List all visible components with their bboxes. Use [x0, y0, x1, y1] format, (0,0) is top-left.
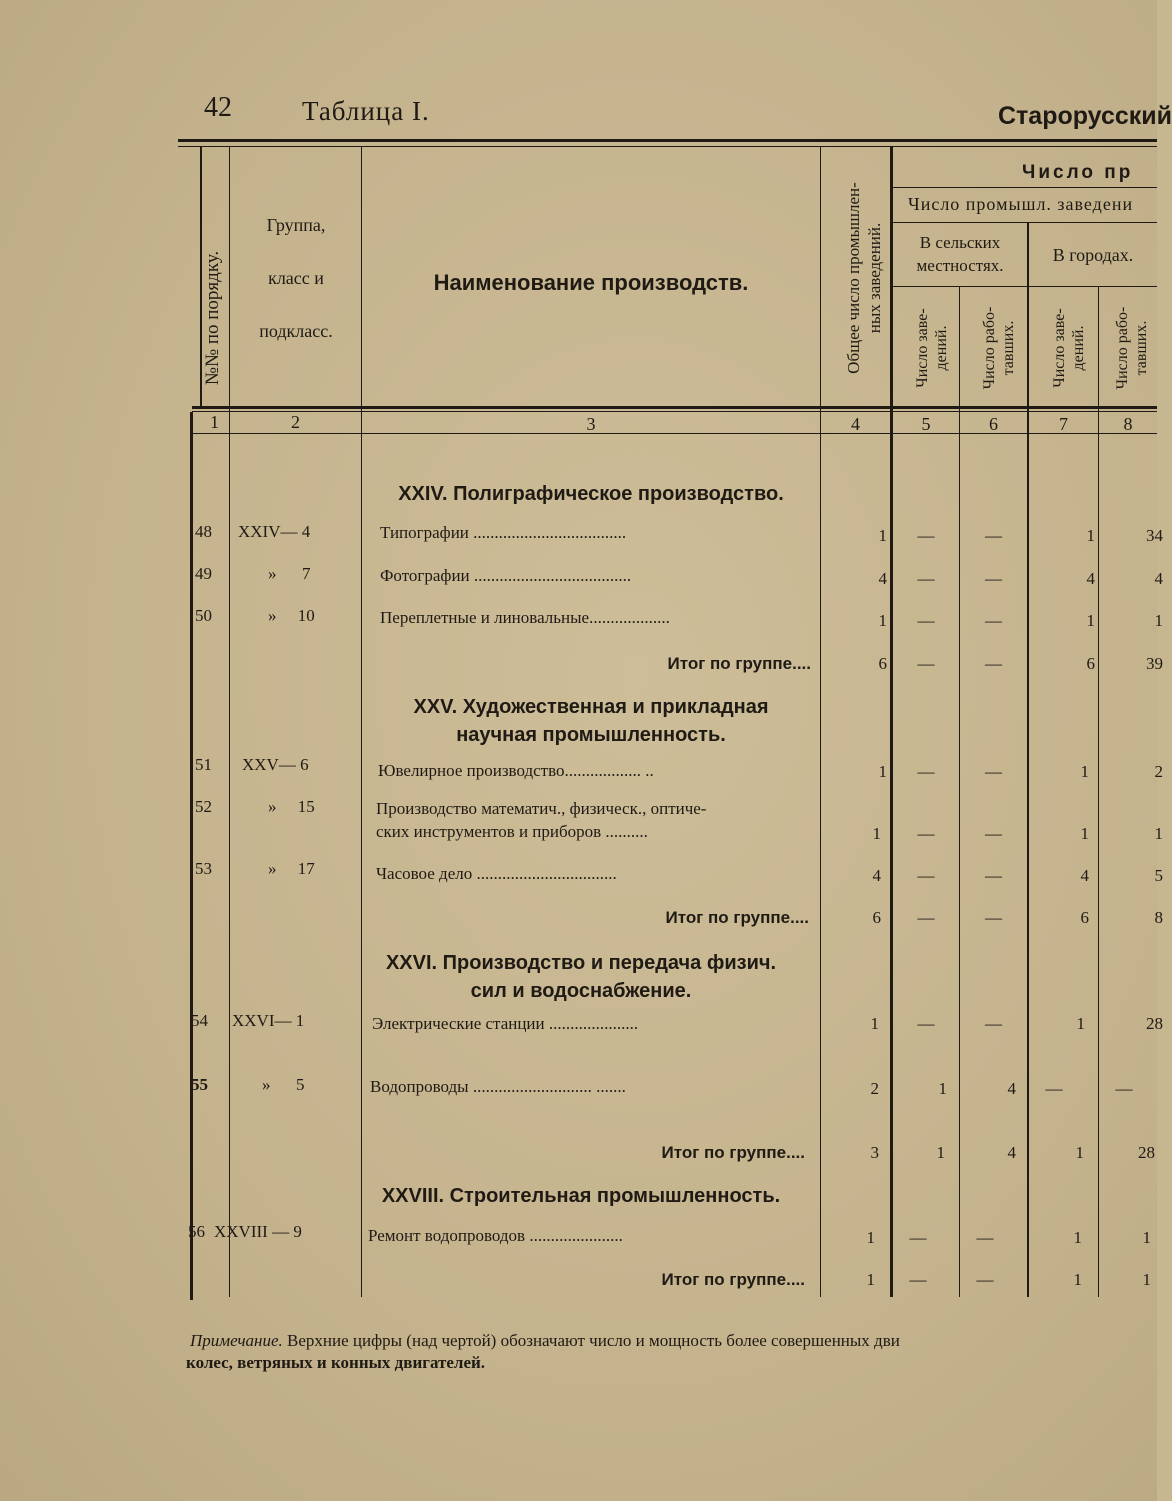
- footnote-line-2: колес, ветряных и конных двигателей.: [186, 1353, 486, 1372]
- row-name: Переплетные и линовальные...................: [380, 608, 670, 627]
- row-c8: 28: [1146, 1014, 1163, 1033]
- table-title: Таблица I.: [302, 96, 430, 126]
- col-line-left: [190, 412, 193, 1300]
- row-no: 56: [188, 1222, 205, 1241]
- row-c6: —: [985, 1014, 1002, 1033]
- row-c5: 1: [938, 1079, 947, 1098]
- subheader-rule-2: [893, 222, 1157, 223]
- col-header-8-line1: Число рабо-: [1114, 306, 1131, 390]
- urban-header: В городах.: [1052, 245, 1134, 265]
- section-heading-line: XXV. Художественная и прикладная: [413, 696, 769, 718]
- row-c4: 1: [878, 611, 887, 630]
- row-name: Водопроводы ............................ .......: [370, 1077, 626, 1096]
- col-header-5-line1: Число заве-: [914, 308, 931, 388]
- total-c4: 6: [878, 654, 887, 673]
- section-heading-line: научная промышленность.: [456, 724, 726, 746]
- col-header-7-line1: Число заве-: [1051, 308, 1068, 388]
- row-c7: 4: [1086, 569, 1095, 588]
- row-c6: —: [985, 569, 1002, 588]
- total-c7: 6: [1080, 908, 1089, 927]
- col-number-3: 3: [586, 414, 596, 434]
- total-c5: —: [917, 908, 935, 927]
- row-c5: —: [909, 1228, 927, 1247]
- row-group: XXVI— 1: [232, 1011, 305, 1030]
- col-number-2: 2: [291, 412, 300, 432]
- row-c6: —: [985, 824, 1002, 843]
- rural-header-line2: местностях.: [916, 256, 1004, 275]
- row-c6: —: [985, 611, 1002, 630]
- section-heading-line: XXVIII. Строительная промышленность.: [381, 1185, 781, 1207]
- col-header-3: Наименование производств.: [433, 270, 749, 295]
- row-c6: —: [985, 526, 1002, 545]
- total-c6: —: [985, 654, 1002, 673]
- rural-header-line1: В сельских: [919, 233, 1001, 252]
- row-group: » 5: [262, 1075, 305, 1094]
- row-c5: —: [917, 866, 935, 885]
- row-c5: —: [917, 762, 935, 781]
- total-c7: 1: [1075, 1143, 1084, 1162]
- row-no: 53: [195, 859, 212, 878]
- section-heading: [362, 693, 820, 749]
- footnote-line-1: [190, 1330, 1150, 1352]
- row-c5: —: [917, 569, 935, 588]
- row-no: 51: [195, 755, 212, 774]
- col-number-6: 6: [989, 414, 998, 434]
- total-c6: 4: [1007, 1143, 1016, 1162]
- row-c4: 4: [872, 866, 881, 885]
- row-no: 50: [195, 606, 212, 625]
- total-c8: 8: [1154, 908, 1163, 927]
- total-label: Итог по группе....: [661, 1143, 805, 1162]
- total-c6: —: [985, 908, 1002, 927]
- row-c7: —: [1045, 1079, 1063, 1098]
- row-no: 55: [191, 1075, 208, 1094]
- row-c7: 1: [1080, 762, 1089, 781]
- row-name: Типографии ....................................: [380, 523, 627, 542]
- col-header-6-line2: тавших.: [1000, 320, 1017, 376]
- total-c5: —: [909, 1270, 927, 1289]
- total-c7: 6: [1086, 654, 1095, 673]
- top-rule: [178, 139, 1157, 142]
- row-no: 52: [195, 797, 212, 816]
- total-c8: 28: [1138, 1143, 1155, 1162]
- row-c8: 34: [1146, 526, 1163, 545]
- section-heading: [352, 1182, 810, 1210]
- row-c5: —: [917, 824, 935, 843]
- row-c5: —: [917, 1014, 935, 1033]
- row-name: Часовое дело .................................: [376, 864, 617, 883]
- col-header-4-line2: ных заведений.: [865, 222, 884, 334]
- col-header-7-line2: дений.: [1070, 325, 1087, 371]
- col-header-2-line1: Группа,: [266, 215, 326, 235]
- row-c8: 2: [1154, 762, 1163, 781]
- total-label: Итог по группе....: [665, 908, 809, 927]
- section-heading-line: XXVI. Производство и передача физич.: [385, 952, 777, 974]
- row-no: 48: [195, 522, 212, 541]
- total-c8: 1: [1142, 1270, 1151, 1289]
- col-number-1: 1: [210, 412, 219, 432]
- row-c4: 1: [878, 762, 887, 781]
- row-group: » 10: [268, 606, 315, 625]
- subheader-rule-1: [893, 187, 1157, 188]
- row-c8: —: [1115, 1079, 1133, 1098]
- section-heading: [352, 949, 810, 1005]
- row-c4: 1: [870, 1014, 879, 1033]
- col-header-4-line1: Общее число промышлен-: [844, 182, 863, 374]
- col-header-2-line2: класс и: [268, 268, 324, 288]
- col-number-4: 4: [851, 414, 860, 434]
- row-c4: 1: [872, 824, 881, 843]
- col-header-1: №№ по порядку.: [202, 250, 223, 386]
- region-title: Старорусский: [998, 102, 1172, 130]
- row-group: XXIV— 4: [238, 522, 311, 541]
- col-header-2-line3: подкласс.: [259, 321, 333, 341]
- row-group: XXVIII — 9: [214, 1222, 302, 1241]
- col-line-4: [820, 147, 821, 1297]
- row-c7: 4: [1080, 866, 1089, 885]
- col-line-2: [229, 147, 230, 1297]
- col-number-5: 5: [921, 414, 931, 434]
- row-c8: 5: [1154, 866, 1163, 885]
- row-c8: 4: [1154, 569, 1163, 588]
- row-no: 54: [191, 1011, 208, 1030]
- row-c7: 1: [1080, 824, 1089, 843]
- row-c7: 1: [1086, 611, 1095, 630]
- total-label: Итог по группе....: [667, 654, 811, 673]
- row-c4: 4: [878, 569, 887, 588]
- total-label: Итог по группе....: [661, 1270, 805, 1289]
- total-c4: 1: [866, 1270, 875, 1289]
- row-name: Ремонт водопроводов ......................: [368, 1226, 623, 1245]
- footnote: [186, 1330, 1150, 1374]
- total-c4: 3: [870, 1143, 879, 1162]
- footnote-label: Примечание.: [190, 1331, 283, 1350]
- page-number: 42: [204, 92, 232, 123]
- row-name-continued: ских инструментов и приборов ..........: [376, 822, 648, 841]
- row-group: XXV— 6: [242, 755, 309, 774]
- row-c6: 4: [1007, 1079, 1016, 1098]
- row-c4: 1: [866, 1228, 875, 1247]
- group-header-top: Число пр: [1022, 162, 1134, 183]
- row-group: » 15: [268, 797, 315, 816]
- total-c7: 1: [1073, 1270, 1082, 1289]
- row-c7: 1: [1076, 1014, 1085, 1033]
- row-c5: —: [917, 611, 935, 630]
- row-c6: —: [985, 866, 1002, 885]
- section-heading-line: сил и водоснабжение.: [470, 980, 692, 1002]
- col-header-6-line1: Число рабо-: [981, 306, 998, 390]
- row-name: Электрические станции .....................: [372, 1014, 639, 1033]
- row-c6: —: [976, 1228, 994, 1247]
- row-c8: 1: [1154, 611, 1163, 630]
- top-rule-thin: [178, 146, 1157, 147]
- col-line-5: [890, 147, 893, 1297]
- row-group: » 7: [268, 564, 311, 583]
- total-c8: 39: [1146, 654, 1163, 673]
- col-number-7: 7: [1059, 414, 1068, 434]
- row-c8: 1: [1154, 824, 1163, 843]
- row-c7: 1: [1086, 526, 1095, 545]
- row-name: Фотографии .....................................: [380, 566, 632, 585]
- group-header-sub: Число промышл. заведени: [908, 194, 1134, 214]
- col-line-7: [1027, 222, 1029, 1297]
- row-group: » 17: [268, 859, 315, 878]
- col-number-8: 8: [1123, 414, 1133, 434]
- total-c5: 1: [936, 1143, 945, 1162]
- row-c6: —: [985, 762, 1002, 781]
- section-heading-line: XXIV. Полиграфическое производство.: [398, 483, 784, 505]
- row-c4: 1: [878, 526, 887, 545]
- row-c7: 1: [1073, 1228, 1082, 1247]
- col-header-5-line2: дений.: [933, 325, 950, 371]
- row-c8: 1: [1142, 1228, 1151, 1247]
- col-header-8-line2: тавших.: [1133, 320, 1150, 376]
- total-c5: —: [917, 654, 935, 673]
- row-c4: 2: [870, 1079, 879, 1098]
- row-no: 49: [195, 564, 212, 583]
- total-c4: 6: [872, 908, 881, 927]
- row-name: Производство математич., физическ., оптиче-: [376, 799, 707, 818]
- footnote-text: Верхние цифры (над чертой) обозначают число и мощность более совершенных дви: [282, 1331, 900, 1350]
- total-c6: —: [976, 1270, 994, 1289]
- section-heading: [362, 480, 820, 508]
- row-c5: —: [917, 526, 935, 545]
- row-name: Ювелирное производство.................. ..: [378, 761, 654, 780]
